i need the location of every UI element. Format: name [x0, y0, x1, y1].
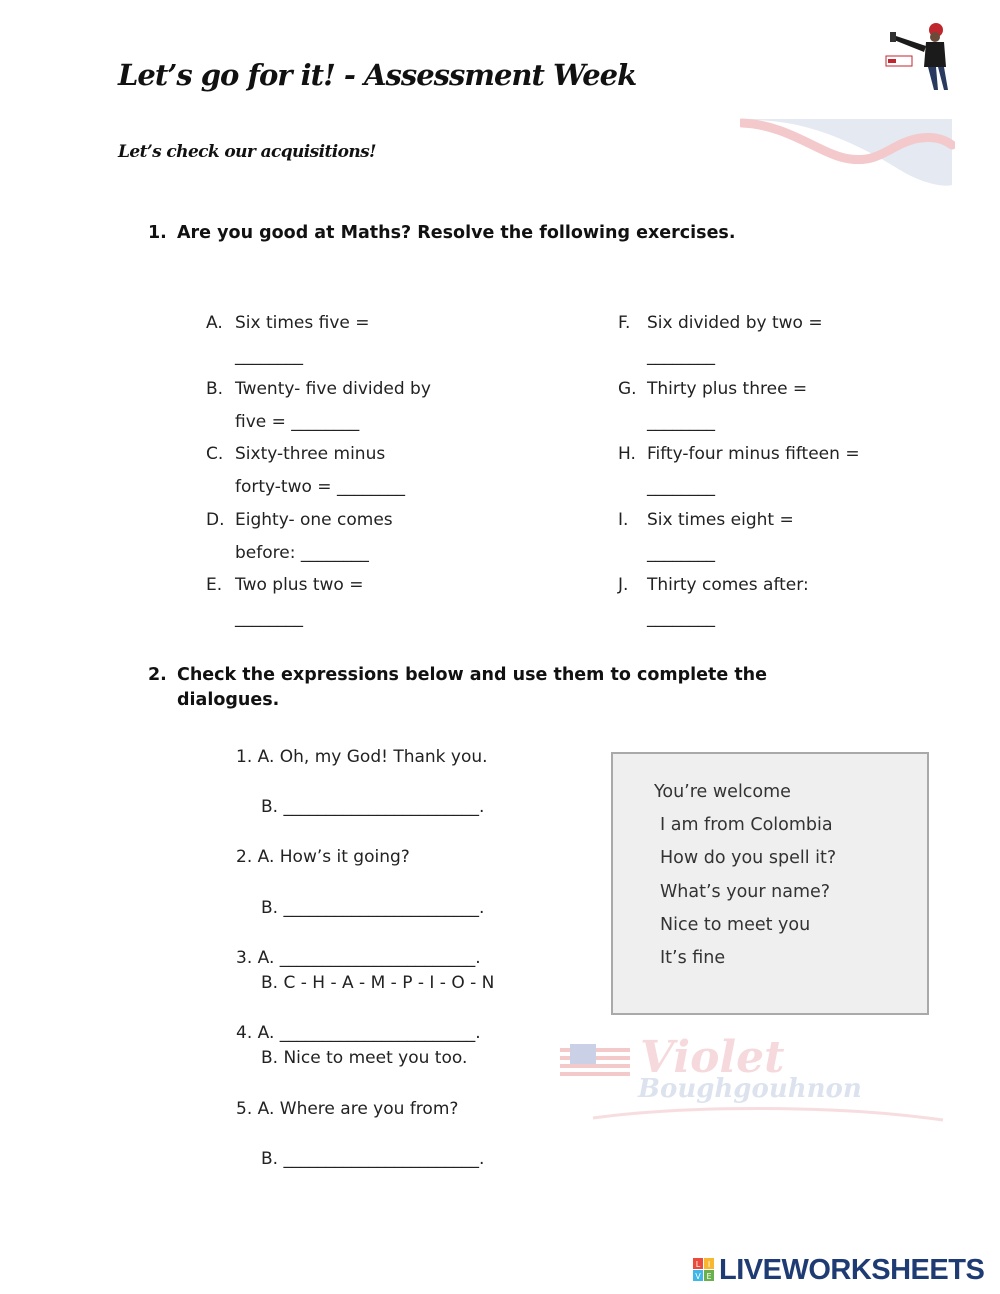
dialogue-line-a[interactable]: 3. A. _______________________. [236, 948, 481, 968]
person-photo-icon [884, 22, 952, 92]
answer-blank[interactable]: ________ [647, 608, 715, 628]
exercise-letter: D. [206, 510, 225, 530]
exercise-letter: E. [206, 575, 223, 595]
expression-item: You’re welcome [654, 782, 791, 802]
dialogue-line-a: 5. A. Where are you from? [236, 1099, 459, 1119]
flag-icon [560, 1044, 630, 1084]
exercise-text: Six times five = ________ [235, 313, 370, 366]
decorative-swoosh [740, 115, 955, 190]
exercise-letter: I. [618, 510, 629, 530]
exercise-item [618, 504, 958, 570]
expression-item: What’s your name? [660, 882, 831, 902]
expression-item: Nice to meet you [660, 915, 811, 935]
exercise-text: Six times eight = ________ [647, 510, 794, 563]
answer-blank[interactable]: ________ [647, 412, 715, 432]
answer-blank[interactable]: five = ________ [235, 412, 360, 432]
exercise-text: Thirty comes after: ________ [647, 575, 809, 628]
exercise-item [206, 569, 586, 635]
exercise-text: Two plus two = ________ [235, 575, 364, 628]
exercise-item [206, 504, 586, 570]
exercise-item [618, 307, 958, 373]
badge-letter: I [707, 1260, 711, 1269]
footer-brand: LIVEWORKSHEETS [719, 1253, 985, 1286]
exercise-letter: H. [618, 444, 636, 464]
exercise-letter: B. [206, 379, 224, 399]
exercise-item [206, 373, 586, 439]
expression-item: How do you spell it? [660, 848, 837, 868]
dialogue-line-a: 1. A. Oh, my God! Thank you. [236, 747, 488, 767]
badge-letter: V [695, 1272, 701, 1281]
watermark-swoosh [588, 1100, 948, 1130]
question-2-heading [148, 663, 868, 715]
expression-item: I am from Colombia [660, 815, 833, 835]
exercise-letter: G. [618, 379, 637, 399]
question-2-line-1: Check the expressions below and use them to complete the [177, 665, 768, 685]
exercise-text: Six divided by two = ________ [647, 313, 823, 366]
answer-blank[interactable]: forty-two = ________ [235, 477, 405, 497]
answer-blank[interactable]: ________ [647, 543, 715, 563]
exercise-item [206, 307, 586, 373]
expression-item: It’s fine [660, 948, 726, 968]
question-1-heading [148, 221, 848, 247]
exercise-text: Twenty- five divided by five = ________ [235, 379, 431, 432]
exercise-letter: J. [618, 575, 629, 595]
question-1-text: Are you good at Maths? Resolve the following exercises. [177, 223, 736, 243]
dialogue-line-b: B. Nice to meet you too. [261, 1048, 468, 1068]
exercise-letter: A. [206, 313, 223, 333]
page-subtitle: Let’s check our acquisitions! [118, 142, 376, 162]
badge-letter: L [695, 1260, 701, 1269]
exercise-item [618, 569, 958, 635]
answer-blank[interactable]: ________ [235, 346, 303, 366]
question-2-number: 2. [148, 665, 167, 685]
dialogue-line-b[interactable]: B. _______________________. [261, 898, 485, 918]
dialogue-line-b[interactable]: B. _______________________. [261, 797, 485, 817]
answer-blank[interactable]: ________ [647, 346, 715, 366]
exercise-text: Fifty-four minus fifteen = ________ [647, 444, 860, 497]
question-1-number: 1. [148, 223, 167, 243]
exercise-item [206, 438, 586, 504]
exercise-item [618, 373, 958, 439]
dialogue-line-b[interactable]: B. _______________________. [261, 1149, 485, 1169]
dialogue-line-b: B. C - H - A - M - P - I - O - N [261, 973, 495, 993]
answer-blank[interactable]: before: ________ [235, 543, 369, 563]
exercise-text: Eighty- one comes before: ________ [235, 510, 393, 563]
exercise-text: Sixty-three minus forty-two = ________ [235, 444, 405, 497]
page-title: Let’s go for it! - Assessment Week [118, 58, 637, 92]
watermark-line-2: Boughgouhnon [638, 1074, 862, 1104]
live-badge-icon [693, 1258, 715, 1282]
badge-letter: E [706, 1272, 712, 1281]
exercise-item [618, 438, 958, 504]
dialogue-line-a: 2. A. How’s it going? [236, 847, 410, 867]
watermark [558, 1030, 948, 1130]
exercise-text: Thirty plus three = ________ [647, 379, 808, 432]
watermark-line-1: Violet [640, 1032, 785, 1083]
answer-blank[interactable]: ________ [647, 477, 715, 497]
liveworksheets-logo [693, 1254, 984, 1286]
expressions-box [611, 752, 929, 1015]
exercise-letter: F. [618, 313, 631, 333]
question-2-line-2: dialogues. [177, 690, 280, 710]
exercise-letter: C. [206, 444, 224, 464]
dialogue-line-a[interactable]: 4. A. _______________________. [236, 1023, 481, 1043]
answer-blank[interactable]: ________ [235, 608, 303, 628]
